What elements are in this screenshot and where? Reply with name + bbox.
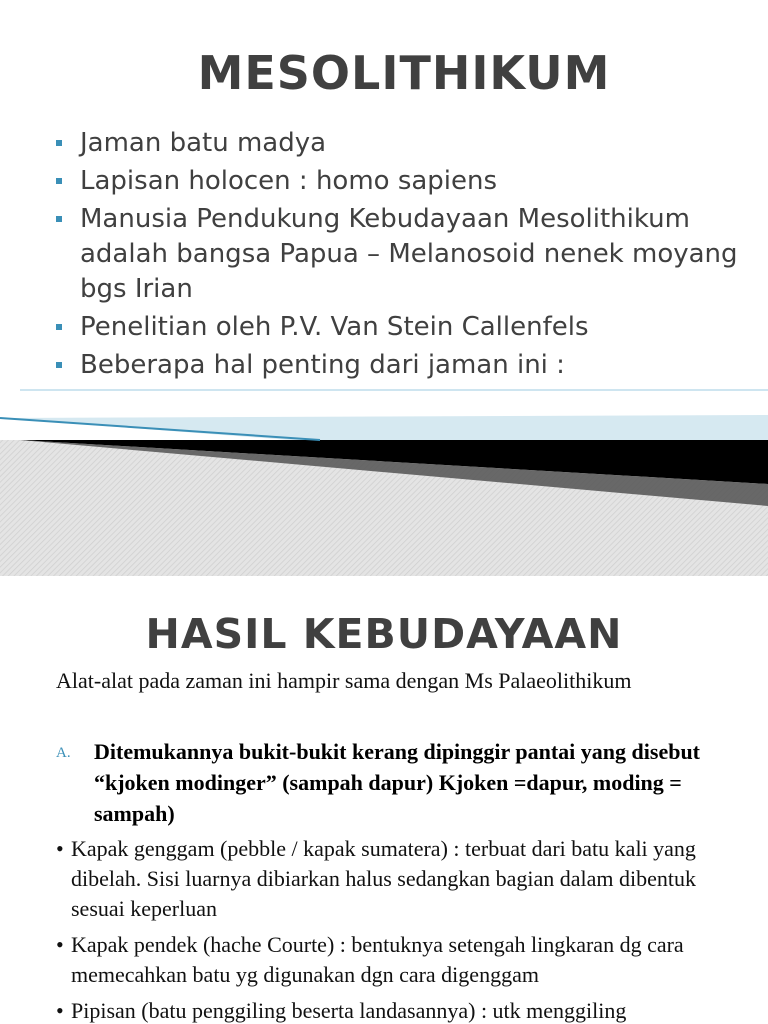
bullet-dot-icon: • <box>56 998 64 1023</box>
intro-text: Alat-alat pada zaman ini hampir sama dengan Ms Palaeolithikum <box>56 668 632 693</box>
slide-decoration <box>0 380 768 576</box>
item-text: Ditemukannya bukit-bukit kerang dipinggir pantai yang disebut “kjoken modinger” (sampah dapur) Kjoken =dapur, moding = sampah) <box>94 739 700 826</box>
bullet-item: Beberapa hal penting dari jaman ini : <box>56 348 756 383</box>
bullet-square-icon <box>56 178 62 184</box>
list-item: • Pipisan (batu penggiling beserta landasannya) : utk menggiling <box>56 996 746 1024</box>
slide-title: MESOLITHIKUM <box>197 46 611 100</box>
tool-list <box>56 834 746 1024</box>
bullet-dot-icon: • <box>56 932 64 957</box>
list-item-a <box>56 736 736 829</box>
item-marker: A. <box>56 745 71 761</box>
slide-hasil-kebudayaan <box>0 576 768 1024</box>
slide-title: HASIL KEBUDAYAAN <box>145 610 623 658</box>
list-item: • Kapak pendek (hache Courte) : bentuknya setengah lingkaran dg cara memecahkan batu yg digunakan dgn cara digenggam <box>56 932 684 987</box>
bullet-item: Lapisan holocen : homo sapiens <box>56 164 756 199</box>
bullet-item: Jaman batu madya <box>56 126 756 161</box>
bullet-list <box>56 126 756 386</box>
bullet-square-icon <box>56 140 62 146</box>
bullet-item: Manusia Pendukung Kebudayaan Mesolithikum adalah bangsa Papua – Melanosoid nenek moyang bgs Irian <box>56 202 756 307</box>
list-item: • Kapak genggam (pebble / kapak sumatera) : terbuat dari batu kali yang dibelah. Sisi luarnya dibiarkan halus sedangkan bagian dalam dibentuk sesuai keperluan <box>56 836 697 921</box>
bullet-square-icon <box>56 216 62 222</box>
bullet-item: Penelitian oleh P.V. Van Stein Callenfels <box>56 310 756 345</box>
bullet-dot-icon: • <box>56 836 64 861</box>
bullet-square-icon <box>56 362 62 368</box>
bullet-square-icon <box>56 324 62 330</box>
